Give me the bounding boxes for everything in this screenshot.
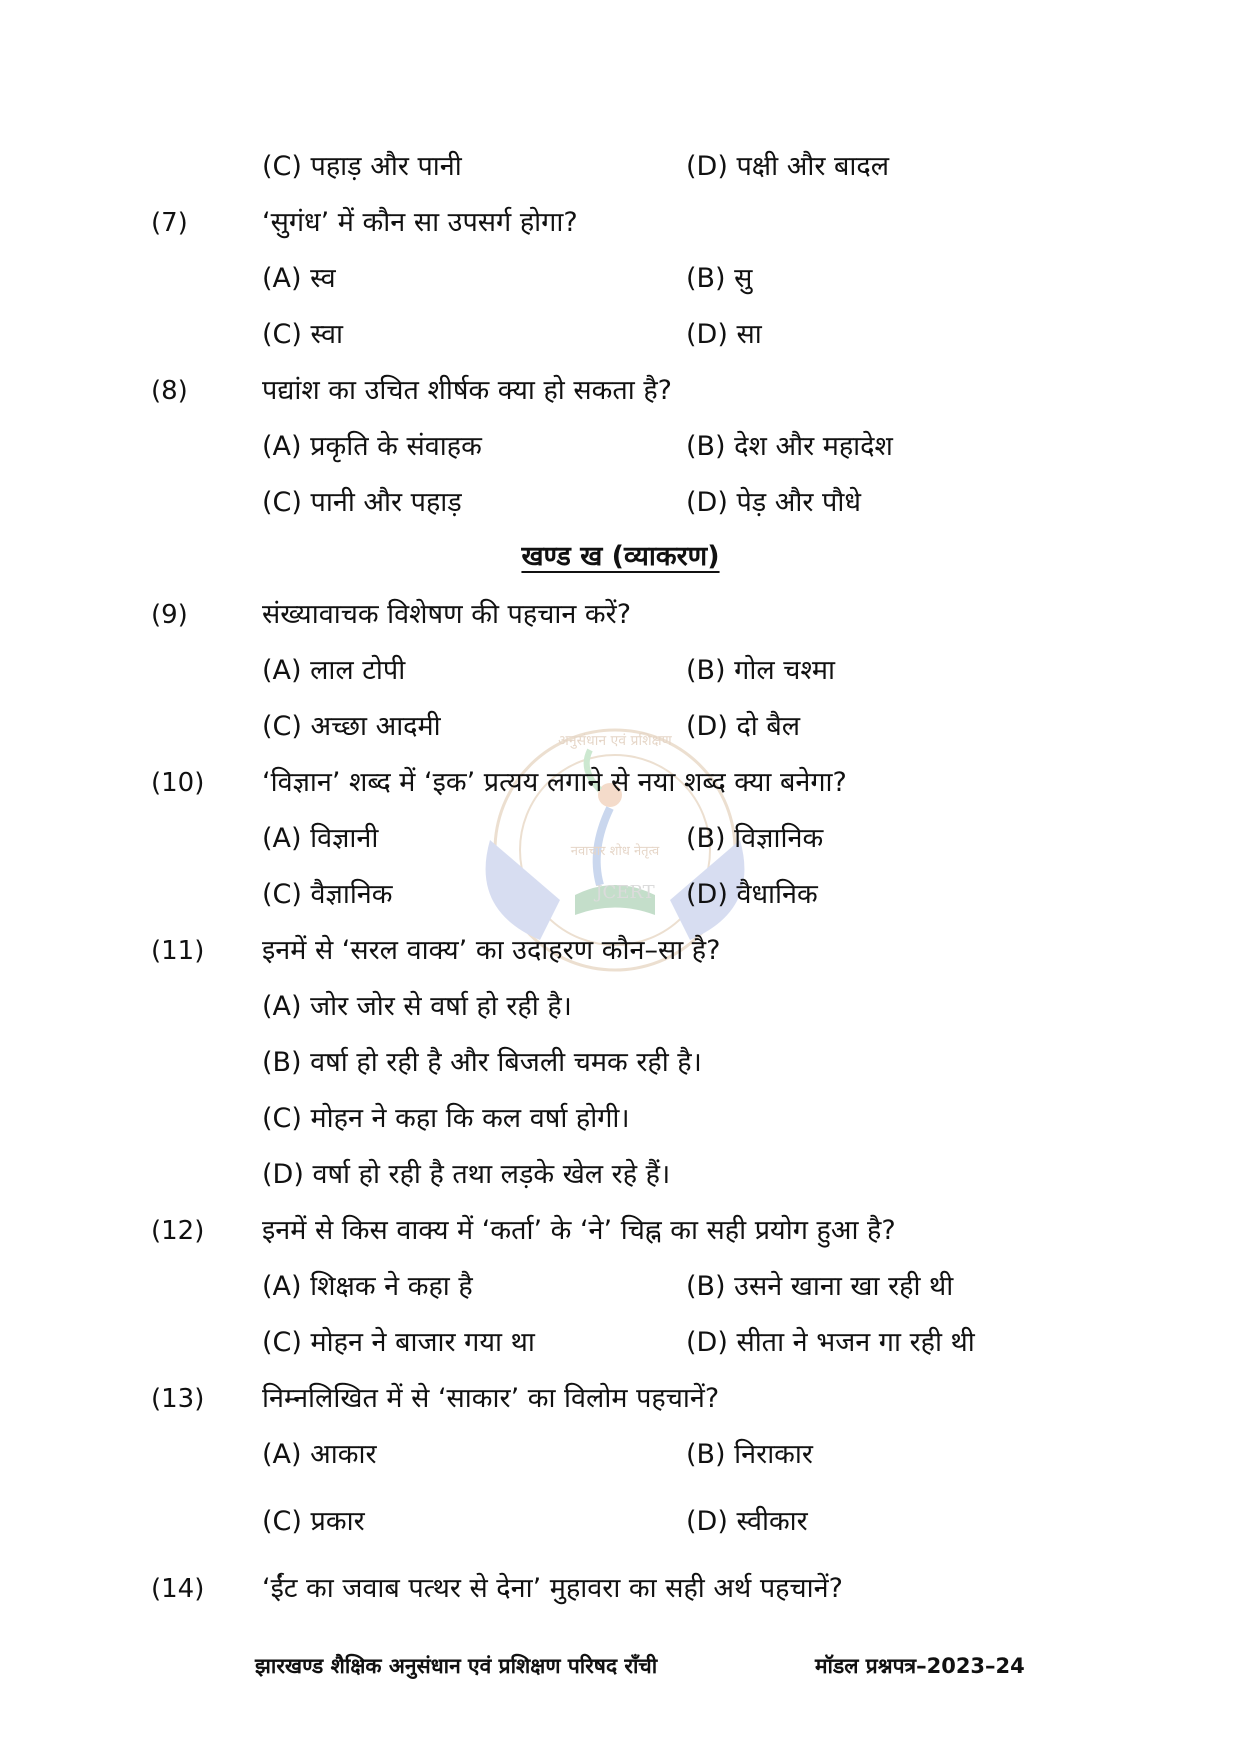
option-d: (D) पक्षी और बादल [686,151,890,182]
option-b: (B) वर्षा हो रही है और बिजली चमक रही है। [262,1047,702,1078]
option-c: (C) वैज्ञानिक [262,879,393,910]
svg-text:नवाचार शोध नेतृत्व: नवाचार शोध नेतृत्व [570,844,660,859]
option-a: (A) आकार [262,1439,377,1470]
question-number: (8) [151,376,188,406]
option-d: (D) सा [686,319,762,350]
option-d: (D) दो बैल [686,711,801,742]
question-text: ‘विज्ञान’ शब्द में ‘इक’ प्रत्यय लगाने से नया शब्द क्या बनेगा? [262,767,847,798]
question-number: (13) [151,1384,205,1414]
option-c: (C) स्वा [262,319,344,350]
option-b: (B) देश और महादेश [686,431,893,462]
jcert-watermark-logo [450,700,780,1030]
option-a: (A) जोर जोर से वर्षा हो रही है। [262,991,572,1022]
option-b: (B) विज्ञानिक [686,823,824,854]
question-text: इनमें से किस वाक्य में ‘कर्ता’ के ‘ने’ चिह्न का सही प्रयोग हुआ है? [262,1215,896,1246]
svg-text:अनुसंधान एवं प्रशिक्षण: अनुसंधान एवं प्रशिक्षण [558,733,672,749]
option-b: (B) गोल चश्मा [686,655,836,686]
option-d: (D) सीता ने भजन गा रही थी [686,1327,975,1358]
question-text: ‘सुगंध’ में कौन सा उपसर्ग होगा? [262,207,578,238]
question-number: (11) [151,936,205,966]
option-b: (B) उसने खाना खा रही थी [686,1271,954,1302]
question-text: ‘ईंट का जवाब पत्थर से देना’ मुहावरा का सही अर्थ पहचानें? [262,1573,843,1604]
footer-paper-title: मॉडल प्रश्नपत्र–2023–24 [815,1654,1025,1678]
option-a: (A) विज्ञानी [262,823,379,854]
option-a: (A) स्व [262,263,336,294]
question-number: (10) [151,768,205,798]
option-a: (A) प्रकृति के संवाहक [262,431,482,462]
option-d: (D) वर्षा हो रही है तथा लड़के खेल रहे हैं। [262,1159,671,1190]
option-c: (C) पानी और पहाड़ [262,487,462,518]
option-a: (A) शिक्षक ने कहा है [262,1271,473,1302]
question-number: (7) [151,208,188,238]
question-number: (9) [151,600,188,630]
section-heading: खण्ड ख (व्याकरण) [521,541,720,572]
question-text: इनमें से ‘सरल वाक्य’ का उदाहरण कौन–सा है? [262,935,721,966]
option-b: (B) निराकार [686,1439,813,1470]
option-c: (C) अच्छा आदमी [262,711,441,742]
svg-text:JCERT: JCERT [595,882,655,903]
footer-institution: झारखण्ड शैक्षिक अनुसंधान एवं प्रशिक्षण परिषद राँची [255,1654,658,1678]
option-c: (C) पहाड़ और पानी [262,151,462,182]
option-d: (D) वैधानिक [686,879,818,910]
question-text: निम्नलिखित में से ‘साकार’ का विलोम पहचानें? [262,1383,720,1414]
question-number: (14) [151,1574,205,1604]
option-c: (C) मोहन ने कहा कि कल वर्षा होगी। [262,1103,630,1134]
option-c: (C) मोहन ने बाजार गया था [262,1327,535,1358]
option-d: (D) पेड़ और पौधे [686,487,861,518]
option-d: (D) स्वीकार [686,1506,808,1537]
question-text: संख्यावाचक विशेषण की पहचान करें? [262,599,632,630]
option-b: (B) सु [686,263,753,294]
question-text: पद्यांश का उचित शीर्षक क्या हो सकता है? [262,375,672,406]
question-number: (12) [151,1216,205,1246]
option-c: (C) प्रकार [262,1506,365,1537]
option-a: (A) लाल टोपी [262,655,406,686]
